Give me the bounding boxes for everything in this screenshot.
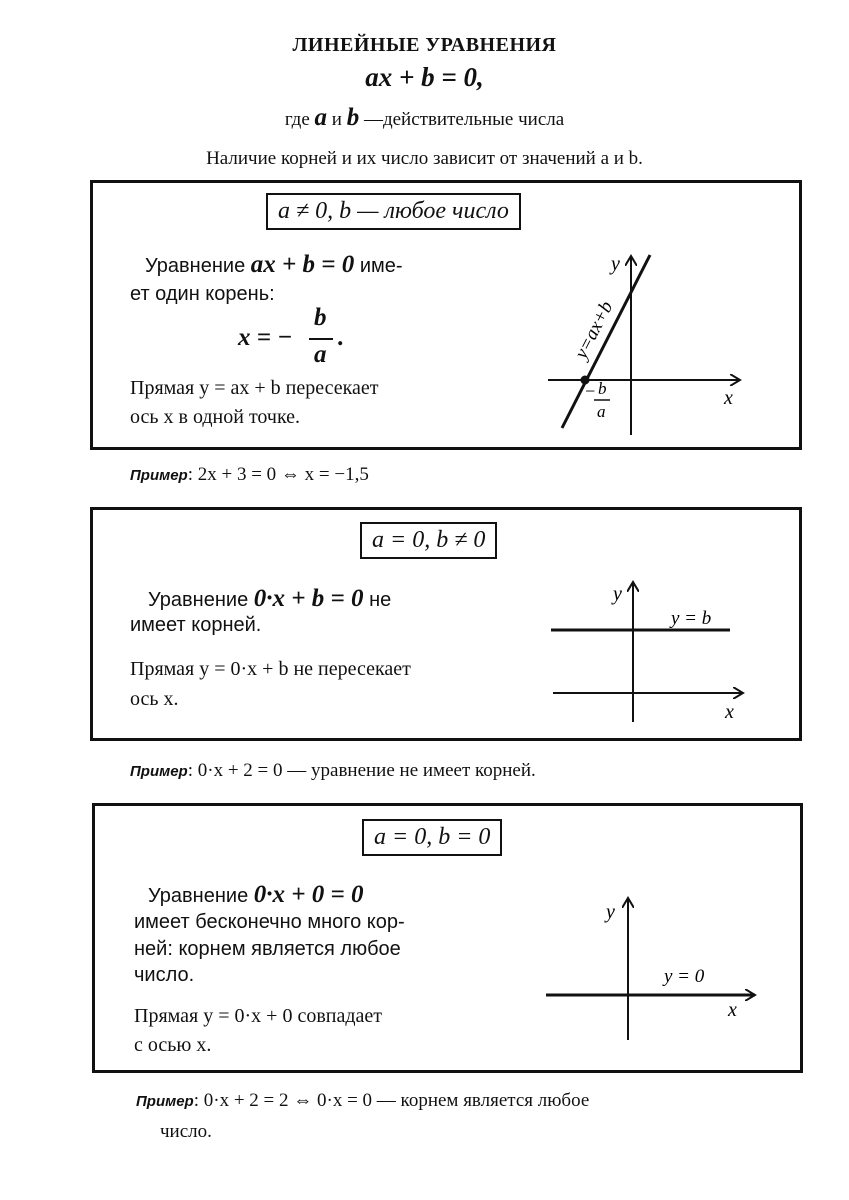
case1-intercept-sign: − — [584, 381, 597, 401]
case3-line-text2: с осью x. — [134, 1034, 212, 1056]
case1-text-line2: ет один корень: — [130, 283, 275, 305]
case3-example-line1 — [136, 1090, 589, 1112]
subtitle — [0, 104, 849, 132]
case2-example — [130, 760, 536, 782]
case3-example-label: Пример — [136, 1093, 194, 1110]
case3-example-text-line1: : 0·x + 2 = 2 ⇔ 0·x = 0 — корнем является любое — [193, 1090, 590, 1111]
case2-text-line1-a: Уравнение — [148, 589, 249, 611]
intro-text: Наличие корней и их число зависит от значений a и b. — [206, 148, 643, 169]
case1-text-line1-a: Уравнение — [145, 255, 246, 277]
page-title: ЛИНЕЙНЫЕ УРАВНЕНИЯ — [292, 34, 557, 56]
case1-example-text: : 2x + 3 = 0 ⇔ x = −1,5 — [187, 464, 369, 485]
case1-equation: ax + b = 0 — [250, 251, 355, 278]
case3-equation: 0·x + 0 = 0 — [253, 881, 364, 908]
subtitle-a: a — [314, 104, 328, 131]
case3-example-line2: число. — [160, 1121, 212, 1142]
case1-example — [130, 464, 369, 486]
case1-root-den: a — [314, 341, 327, 368]
case2-example-text: : 0·x + 2 = 0 — уравнение не имеет корней. — [187, 760, 536, 781]
case1-condition: a ≠ 0, b — любое число — [266, 193, 521, 230]
case2-graph — [545, 572, 760, 732]
case3-text-line1-a: Уравнение — [148, 885, 249, 907]
case2-text-line1-b: не — [369, 589, 392, 611]
main-equation: ax + b = 0, — [365, 62, 484, 92]
case1-text-line1-b: име- — [359, 255, 403, 277]
case2-line-text2: ось x. — [130, 688, 179, 710]
case3-graph — [540, 888, 765, 1048]
case3-line-text1: Прямая y = 0·x + 0 совпадает — [134, 1005, 383, 1027]
case3-condition: a = 0, b = 0 — [362, 819, 502, 856]
subtitle-prefix: где — [284, 109, 310, 130]
case1-x-label: x — [724, 387, 733, 409]
case2-example-label: Пример — [130, 763, 188, 780]
case1-intercept-num: b — [598, 379, 607, 398]
case3-text-line4: число. — [134, 964, 195, 986]
case1-line-text1: Прямая y = ax + b пересекает — [130, 377, 379, 399]
case3-text-line2: имеет бесконечно много кор- — [134, 911, 405, 933]
case1-line-text2: ось x в одной точке. — [130, 406, 301, 428]
case1-root-lhs: x = − — [238, 324, 293, 351]
case1-intercept-den: a — [597, 402, 606, 421]
case1-line — [562, 255, 650, 428]
case3-line-label: y = 0 — [664, 966, 705, 987]
case1-line-label: y=ax+b — [570, 297, 618, 363]
case1-example-label: Пример — [130, 467, 188, 484]
case1-text-line1 — [145, 250, 403, 281]
case1-root-fraction-bar — [309, 338, 333, 340]
case1-root-num: b — [314, 304, 327, 331]
case3-y-label: y — [606, 901, 615, 923]
case2-y-label: y — [613, 583, 622, 605]
case3-x-label: x — [728, 999, 737, 1021]
case1-root-dot: . — [338, 324, 345, 351]
case2-text-line2: имеет корней. — [130, 614, 262, 636]
case1-graph — [540, 240, 760, 440]
case3-text-line3: ней: корнем является любое — [134, 938, 401, 960]
case3-text-line1 — [148, 880, 364, 911]
case1-y-label: y — [611, 253, 620, 275]
case2-line-text1: Прямая y = 0·x + b не пересекает — [130, 658, 411, 680]
subtitle-and: и — [331, 109, 342, 130]
case2-condition: a = 0, b ≠ 0 — [360, 522, 497, 559]
subtitle-suffix: —действительные числа — [363, 109, 565, 130]
case2-equation: 0·x + b = 0 — [253, 585, 364, 612]
case1-root-formula — [238, 304, 368, 374]
case2-x-label: x — [725, 701, 734, 723]
case2-line-label: y = b — [671, 608, 712, 629]
subtitle-b: b — [346, 104, 360, 131]
